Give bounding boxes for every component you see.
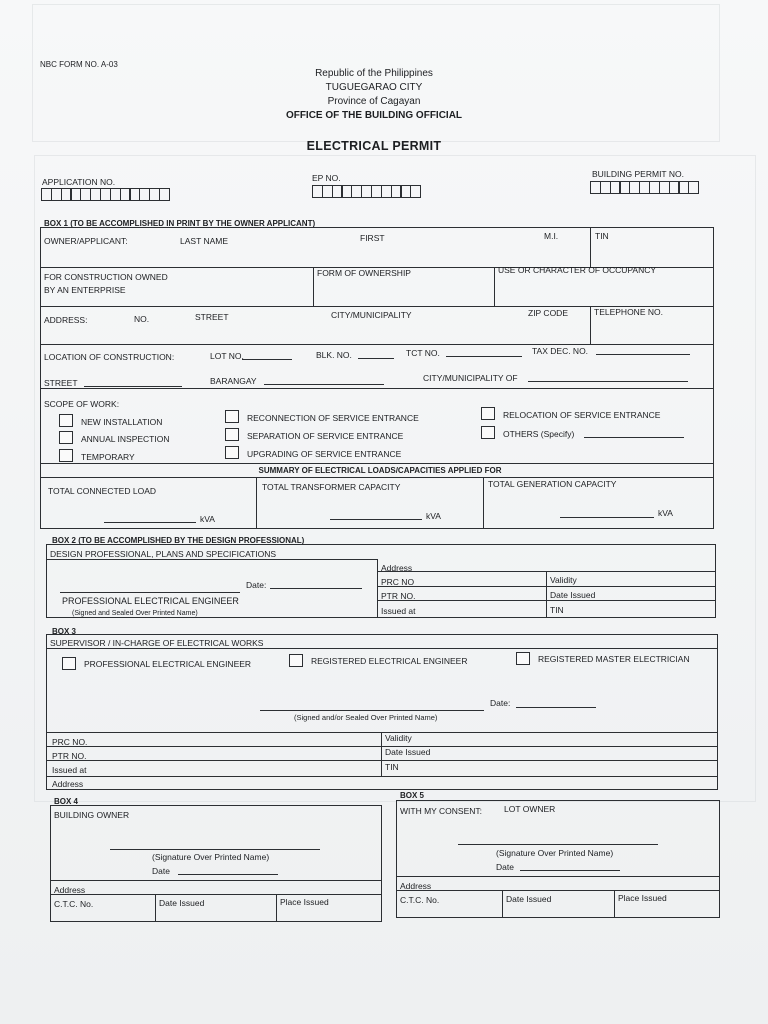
box5-address-bottom bbox=[396, 890, 720, 891]
address-street-label: STREET bbox=[195, 312, 229, 322]
city-line: TUGUEGARAO CITY bbox=[325, 82, 423, 93]
barangay-line[interactable] bbox=[264, 384, 384, 385]
box5-signature-line[interactable] bbox=[458, 844, 658, 845]
owner-applicant-label: OWNER/APPLICANT: bbox=[44, 236, 128, 246]
scope-row-bottom bbox=[40, 463, 714, 464]
professional-engineer-option: PROFESSIONAL ELECTRICAL ENGINEER bbox=[84, 659, 252, 669]
box5-place-issued-label: Place Issued bbox=[618, 893, 667, 903]
annual-inspection-checkbox[interactable] bbox=[59, 431, 73, 444]
republic-line: Republic of the Philippines bbox=[315, 68, 433, 79]
total-generation-label: TOTAL GENERATION CAPACITY bbox=[488, 479, 617, 489]
generation-capacity-line[interactable] bbox=[560, 517, 654, 518]
transformer-kva: kVA bbox=[426, 511, 441, 521]
box2-validity-label: Validity bbox=[550, 575, 577, 585]
tin-label: TIN bbox=[595, 231, 609, 241]
first-name-label: FIRST bbox=[360, 233, 385, 243]
province-line: Province of Cagayan bbox=[327, 96, 421, 107]
city-of-line[interactable] bbox=[528, 381, 688, 382]
total-transformer-label: TOTAL TRANSFORMER CAPACITY bbox=[262, 482, 401, 492]
application-no-label: APPLICATION NO. bbox=[42, 177, 116, 187]
loads-divider-1 bbox=[256, 477, 257, 529]
box4-address-label: Address bbox=[54, 885, 86, 895]
lot-no-line[interactable] bbox=[242, 359, 292, 360]
box4-divider-1 bbox=[155, 894, 156, 922]
box4-address-top bbox=[50, 880, 382, 881]
box5-ctc-no-label: C.T.C. No. bbox=[400, 895, 440, 905]
application-no-field[interactable] bbox=[41, 188, 169, 201]
supervisor-label: SUPERVISOR / IN-CHARGE OF ELECTRICAL WORKS bbox=[50, 638, 264, 648]
tct-no-line[interactable] bbox=[446, 356, 522, 357]
box4-divider-2 bbox=[276, 894, 277, 922]
summary-heading: SUMMARY OF ELECTRICAL LOADS/CAPACITIES APPLIED FOR bbox=[258, 466, 502, 475]
address-row-bottom bbox=[40, 344, 714, 345]
box5-frame bbox=[396, 800, 720, 918]
ownership-divider bbox=[313, 267, 314, 306]
middle-initial-label: M.I. bbox=[544, 231, 559, 241]
box3-ptr-no-label: PTR NO. bbox=[52, 751, 87, 761]
form-number: NBC FORM NO. A-03 bbox=[40, 60, 118, 69]
box2-signed-note: (Signed and Sealed Over Printed Name) bbox=[72, 610, 198, 617]
box1-heading: BOX 1 (TO BE ACCOMPLISHED IN PRINT BY THE OWNER APPLICANT) bbox=[44, 219, 316, 228]
building-owner-label: BUILDING OWNER bbox=[54, 810, 130, 820]
box5-divider-1 bbox=[502, 890, 503, 918]
building-permit-no-field[interactable] bbox=[590, 181, 698, 194]
new-installation-checkbox[interactable] bbox=[59, 414, 73, 427]
professional-engineer-label: PROFESSIONAL ELECTRICAL ENGINEER bbox=[62, 596, 239, 606]
relocation-checkbox[interactable] bbox=[481, 407, 495, 420]
box3-heading: BOX 3 bbox=[52, 627, 77, 636]
box4-signature-line[interactable] bbox=[110, 849, 320, 850]
lot-no-label: LOT NO. bbox=[210, 351, 244, 361]
box3-validity-label: Validity bbox=[385, 733, 412, 743]
relocation-label: RELOCATION OF SERVICE ENTRANCE bbox=[503, 410, 661, 420]
telephone-label: TELEPHONE NO. bbox=[594, 307, 663, 317]
box5-divider-2 bbox=[614, 890, 615, 918]
box2-address-label: Address bbox=[381, 563, 413, 573]
location-row-bottom bbox=[40, 388, 714, 389]
tax-dec-no-label: TAX DEC. NO. bbox=[532, 346, 589, 356]
box2-date-issued-label: Date Issued bbox=[550, 590, 596, 600]
consent-label: WITH MY CONSENT: bbox=[400, 806, 483, 816]
box3-prc-no-label: PRC NO. bbox=[52, 737, 88, 747]
loads-divider-2 bbox=[483, 477, 484, 529]
transformer-capacity-line[interactable] bbox=[330, 519, 422, 520]
upgrading-checkbox[interactable] bbox=[225, 446, 239, 459]
ep-no-field[interactable] bbox=[312, 185, 420, 198]
box3-signed-note: (Signed and/or Sealed Over Printed Name) bbox=[294, 713, 438, 722]
telephone-divider bbox=[590, 306, 591, 344]
box2-signature-line[interactable] bbox=[60, 592, 240, 593]
box5-date-line[interactable] bbox=[520, 870, 620, 871]
tax-dec-no-line[interactable] bbox=[596, 354, 690, 355]
barangay-label: BARANGAY bbox=[210, 376, 257, 386]
box4-address-bottom bbox=[50, 894, 382, 895]
registered-engineer-option: REGISTERED ELECTRICAL ENGINEER bbox=[311, 656, 468, 666]
separation-label: SEPARATION OF SERVICE ENTRANCE bbox=[247, 431, 404, 441]
generation-kva: kVA bbox=[658, 508, 673, 518]
box2-heading: BOX 2 (TO BE ACCOMPLISHED BY THE DESIGN PROFESSIONAL) bbox=[52, 536, 305, 545]
reconnection-checkbox[interactable] bbox=[225, 410, 239, 423]
box5-date-issued-label: Date Issued bbox=[506, 894, 552, 904]
reconnection-label: RECONNECTION OF SERVICE ENTRANCE bbox=[247, 413, 419, 423]
box3-info-top bbox=[46, 732, 718, 733]
upgrading-label: UPGRADING OF SERVICE ENTRANCE bbox=[247, 449, 402, 459]
box3-info-divider bbox=[381, 732, 382, 776]
registered-engineer-checkbox[interactable] bbox=[289, 654, 303, 667]
box3-ptr-bottom bbox=[46, 760, 718, 761]
address-label: ADDRESS: bbox=[44, 315, 88, 325]
box4-frame bbox=[50, 805, 382, 922]
box5-date-label: Date bbox=[496, 862, 514, 872]
connected-load-kva: kVA bbox=[200, 514, 215, 524]
box2-ptr-no-label: PTR NO. bbox=[381, 591, 416, 601]
blk-no-label: BLK. NO. bbox=[316, 350, 352, 360]
ep-no-label: EP NO. bbox=[312, 173, 341, 183]
box5-address-top bbox=[396, 876, 720, 877]
design-professional-label: DESIGN PROFESSIONAL, PLANS AND SPECIFICATIONS bbox=[50, 549, 277, 559]
box3-signature-line[interactable] bbox=[260, 710, 484, 711]
box5-signature-note: (Signature Over Printed Name) bbox=[496, 848, 614, 858]
form-of-ownership-label: FORM OF OWNERSHIP bbox=[317, 268, 411, 278]
box2-tin-label: TIN bbox=[550, 605, 564, 615]
temporary-label: TEMPORARY bbox=[81, 452, 135, 462]
building-permit-no-label: BUILDING PERMIT NO. bbox=[592, 169, 684, 179]
box4-ctc-no-label: C.T.C. No. bbox=[54, 899, 94, 909]
box2-date-line[interactable] bbox=[270, 588, 362, 589]
street-line[interactable] bbox=[84, 386, 182, 387]
master-electrician-option: REGISTERED MASTER ELECTRICIAN bbox=[538, 654, 690, 664]
tin-divider bbox=[590, 227, 591, 267]
box4-signature-note: (Signature Over Printed Name) bbox=[152, 852, 270, 862]
total-connected-load-label: TOTAL CONNECTED LOAD bbox=[48, 486, 156, 496]
lot-owner-label: LOT OWNER bbox=[504, 804, 556, 814]
address-city-label: CITY/MUNICIPALITY bbox=[331, 310, 412, 320]
temporary-checkbox[interactable] bbox=[59, 449, 73, 462]
box3-subheading-bottom bbox=[46, 648, 718, 649]
office-line: OFFICE OF THE BUILDING OFFICIAL bbox=[285, 110, 463, 121]
box2-issued-at-label: Issued at bbox=[381, 606, 416, 616]
location-label: LOCATION OF CONSTRUCTION: bbox=[44, 352, 175, 362]
city-of-label: CITY/MUNICIPALITY OF bbox=[423, 373, 518, 383]
box3-issued-bottom bbox=[46, 776, 718, 777]
enterprise-label-line2: BY AN ENTERPRISE bbox=[44, 285, 126, 295]
professional-engineer-checkbox[interactable] bbox=[62, 657, 76, 670]
annual-inspection-label: ANNUAL INSPECTION bbox=[81, 434, 170, 444]
box2-date-label: Date: bbox=[246, 580, 267, 590]
separation-checkbox[interactable] bbox=[225, 428, 239, 441]
box3-address-label: Address bbox=[52, 779, 84, 789]
address-no-label: NO. bbox=[134, 314, 150, 324]
box2-validity-divider bbox=[546, 571, 547, 618]
zip-code-label: ZIP CODE bbox=[528, 308, 568, 318]
box4-heading: BOX 4 bbox=[54, 797, 79, 806]
last-name-label: LAST NAME bbox=[180, 236, 229, 246]
enterprise-label-line1: FOR CONSTRUCTION OWNED bbox=[44, 272, 168, 282]
box4-date-line[interactable] bbox=[178, 874, 278, 875]
blk-no-line[interactable] bbox=[358, 358, 394, 359]
occupancy-divider bbox=[494, 267, 495, 306]
tct-no-label: TCT NO. bbox=[406, 348, 440, 358]
box3-date-line[interactable] bbox=[516, 707, 596, 708]
box3-date-issued-label: Date Issued bbox=[385, 747, 431, 757]
box3-date-label: Date: bbox=[490, 698, 511, 708]
box4-place-issued-label: Place Issued bbox=[280, 897, 329, 907]
box3-issued-at-label: Issued at bbox=[52, 765, 87, 775]
box5-heading: BOX 5 bbox=[400, 791, 425, 800]
box4-date-issued-label: Date Issued bbox=[159, 898, 205, 908]
others-checkbox[interactable] bbox=[481, 426, 495, 439]
connected-load-line[interactable] bbox=[104, 522, 196, 523]
scope-of-work-label: SCOPE OF WORK: bbox=[44, 399, 120, 409]
page-title: ELECTRICAL PERMIT bbox=[306, 139, 442, 153]
box2-prc-no-label: PRC NO bbox=[381, 577, 415, 587]
others-label: OTHERS (Specify) bbox=[503, 429, 575, 439]
box2-right-divider bbox=[377, 559, 378, 618]
summary-heading-bottom bbox=[40, 477, 714, 478]
box3-tin-label: TIN bbox=[385, 762, 399, 772]
others-specify-line[interactable] bbox=[584, 437, 684, 438]
new-installation-label: NEW INSTALLATION bbox=[81, 417, 163, 427]
box2-subheading-bottom bbox=[46, 559, 378, 560]
box4-date-label: Date bbox=[152, 866, 170, 876]
street-label: STREET bbox=[44, 378, 78, 388]
use-occupancy-label: USE OR CHARACTER OF OCCUPANCY bbox=[498, 265, 657, 275]
master-electrician-checkbox[interactable] bbox=[516, 652, 530, 665]
box5-address-label: Address bbox=[400, 881, 432, 891]
box3-prc-bottom bbox=[46, 746, 718, 747]
